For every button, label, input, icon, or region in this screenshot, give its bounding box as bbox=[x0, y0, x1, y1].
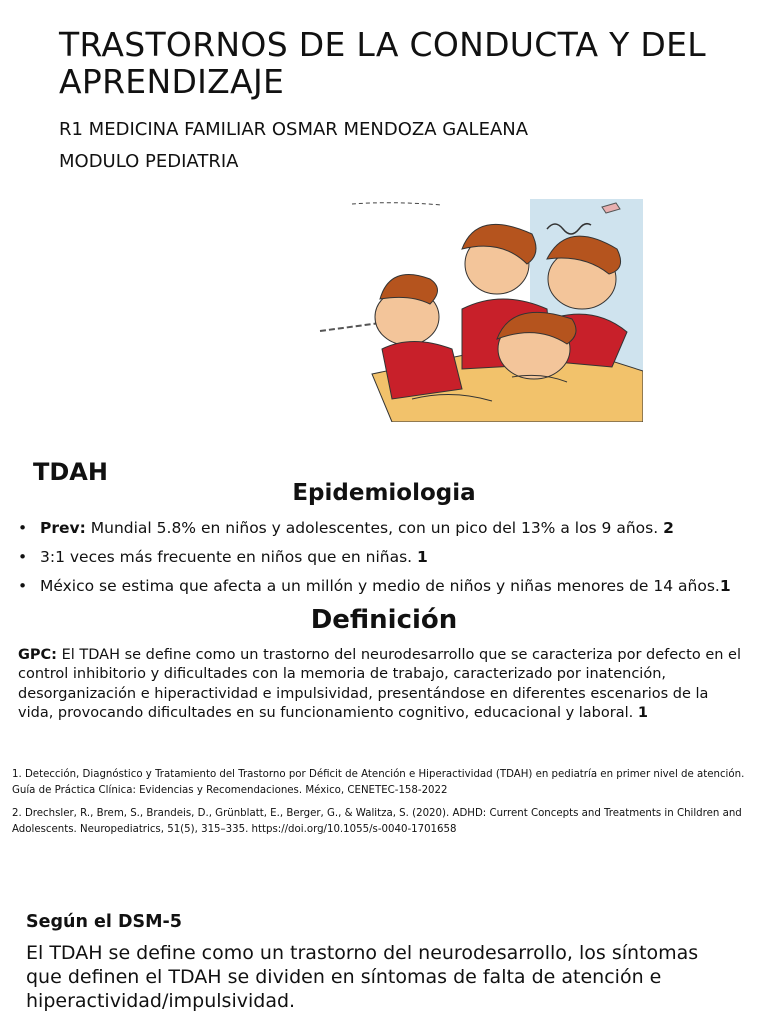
definition-text: El TDAH se define como un trastorno del neurodesarrollo que se caracteriza por defecto en el control inhibitorio y dificultades con la memoria de trabajo, caracterizado por inatención, desorganización e hiperactividad e impulsividad, presentándose en diferentes escenarios de la vida, provocando dificultades en su funcionamiento cognitivo, educacional y laboral. bbox=[18, 647, 741, 721]
bullet-icon: • bbox=[18, 577, 28, 595]
bullet-text: México se estima que afecta a un millón y medio de niños y niñas menores de 14 años. bbox=[40, 577, 720, 595]
tdah-heading: TDAH bbox=[33, 458, 108, 486]
definition-source-label: GPC: bbox=[18, 647, 57, 663]
page-title: TRASTORNOS DE LA CONDUCTA Y DEL APRENDIZAJE bbox=[59, 25, 706, 101]
reference-number: 1 bbox=[637, 704, 648, 721]
children-classroom-illustration bbox=[312, 199, 643, 422]
bullet-icon: • bbox=[18, 519, 28, 537]
epidemiology-heading: Epidemiologia bbox=[292, 480, 476, 506]
definition-paragraph bbox=[18, 646, 748, 723]
author-line: R1 MEDICINA FAMILIAR OSMAR MENDOZA GALEANA bbox=[59, 119, 529, 140]
dsm-heading: Según el DSM-5 bbox=[26, 912, 182, 932]
epidemiology-list bbox=[18, 517, 758, 604]
bullet-icon: • bbox=[18, 548, 28, 566]
bullet-label: Prev: bbox=[40, 519, 86, 537]
list-item bbox=[18, 575, 758, 604]
dsm-definition: El TDAH se define como un trastorno del neurodesarrollo, los síntomas que definen el TDAH se dividen en síntomas de falta de atención e hiperactividad/impulsividad. bbox=[26, 942, 699, 1012]
definition-heading: Definición bbox=[310, 605, 458, 635]
bullet-text: 3:1 veces más frecuente en niños que en niñas. bbox=[40, 548, 418, 566]
reference-2: 2. Drechsler, R., Brem, S., Brandeis, D., Grünblatt, E., Berger, G., & Walitza, S. (2020). ADHD: Current Concepts and Treatments in Children and Adolescents. Neuropediatrics, 51(5), 315–335. https://doi.org/10.1055/s-0040-1701658 bbox=[12, 808, 742, 835]
reference-1: 1. Detección, Diagnóstico y Tratamiento del Trastorno por Déficit de Atención e Hiperactividad (TDAH) en pediatría en primer nivel de atención. Guía de Práctica Clínica: Evidencias y Recomendaciones. México, CENETEC-158-2022 bbox=[12, 769, 745, 796]
list-item bbox=[18, 546, 758, 575]
module-line: MODULO PEDIATRIA bbox=[59, 151, 239, 172]
reference-number: 1 bbox=[719, 577, 731, 595]
reference-number: 2 bbox=[663, 519, 674, 537]
bullet-text: Mundial 5.8% en niños y adolescentes, con un pico del 13% a los 9 años. bbox=[85, 519, 664, 537]
list-item bbox=[18, 517, 758, 546]
reference-number: 1 bbox=[417, 548, 428, 566]
